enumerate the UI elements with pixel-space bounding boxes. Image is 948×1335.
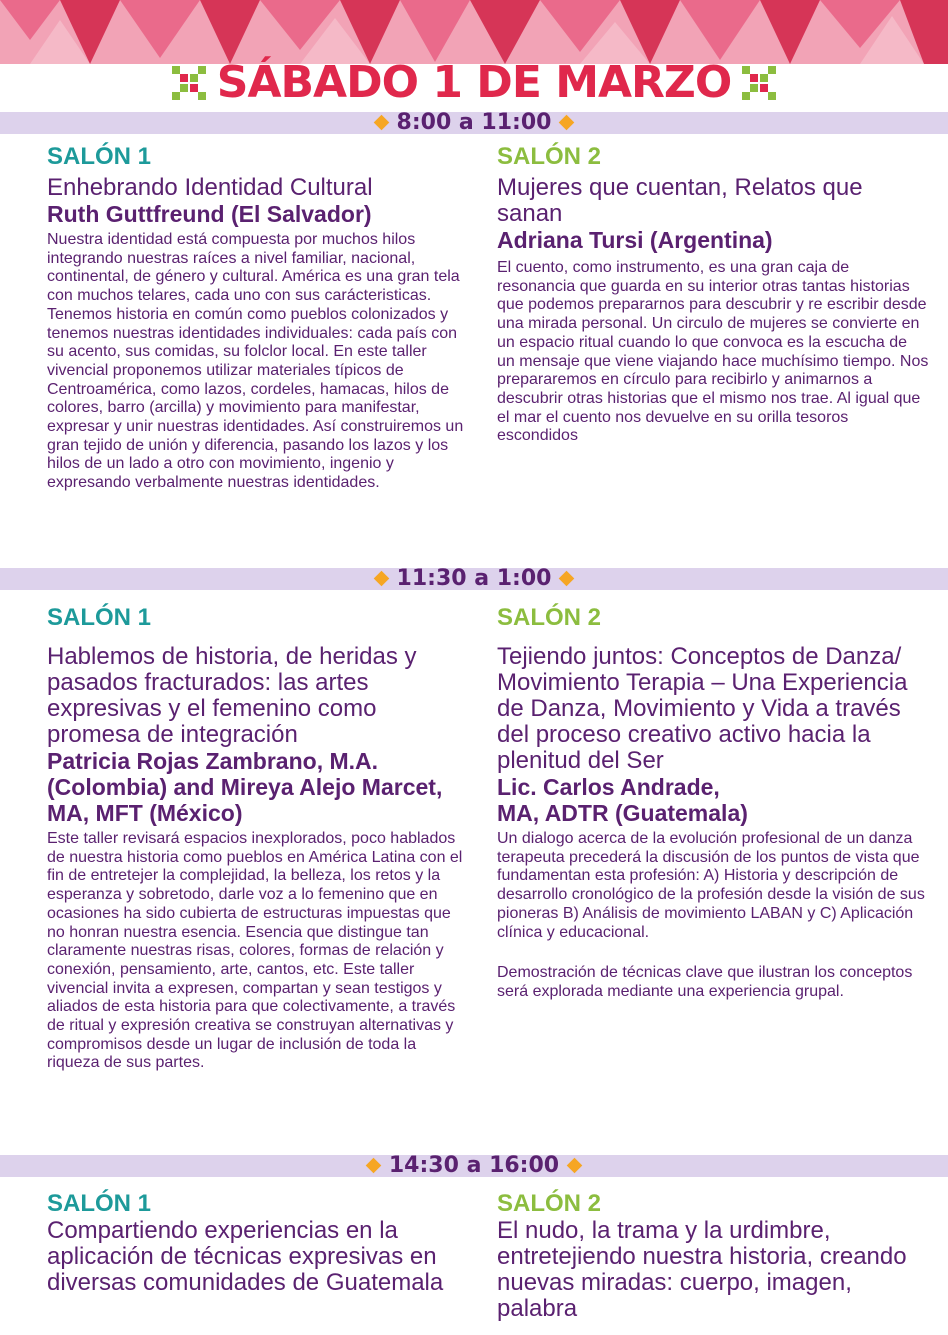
talk-title: Hablemos de historia, de heridas y pasados fracturados: las artes expresivas y el femenino como promesa de integración: [47, 643, 417, 748]
diamond-icon: [559, 571, 575, 587]
cross-stitch-ornament-left-icon: [170, 64, 208, 102]
talk-description: El cuento, como instrumento, es una gran caja de resonancia que guarda en su interior otras tantas historias que podemos prepararnos para descubrir y re escribir desde una mirada personal. Un circulo de mujeres se convierte en un espacio ritual cuando lo que convoca es la escucha de un mensaje que viene viajando hace muchísimo tiempo. Nos prepararemos en círculo para recibirlo y animarnos a descubrir otras historias que el mismo nos trae. Al igual que el mar el cuento nos devuelve en su orilla tesoros escondidos: [497, 259, 929, 445]
talk-description: Este taller revisará espacios inexplorados, poco hablados de nuestra historia como pueblos en América Latina con el fin de entretejer la complejidad, la belleza, los retos y la esperanza y sobretodo, darle voz a lo femenino que en ocasiones ha sido cubierta de estructuras impuestas que no honran nuestra esencia. Esencia que distingue tan claramente nuestras risas, colores, formas de relación y conexión, pensamiento, arte, cantos, etc. Este taller vivencial invita a expresen, compartan y sean testigos y aliados de esta historia para que colectivamente, a través de ritual y expresión creativa se construyan alternativas y compromisos desde un lugar de inclusión de toda la riqueza de sus partes.: [47, 830, 463, 1072]
diamond-icon: [559, 115, 575, 131]
session-time: 11:30 a 1:00: [396, 566, 552, 591]
talk-title: El nudo, la trama y la urdimbre, entretejiendo nuestra historia, creando nuevas miradas: cuerpo, imagen, palabra: [497, 1217, 907, 1322]
talk-title: Mujeres que cuentan, Relatos que sanan: [497, 174, 863, 227]
session-time: 8:00 a 11:00: [396, 110, 552, 135]
title-row: [0, 56, 948, 110]
speaker-name: Patricia Rojas Zambrano, M.A. (Colombia) and Mireya Alejo Marcet, MA, MFT (México): [47, 748, 443, 826]
talk-title: Compartiendo experiencias en la aplicación de técnicas expresivas en diversas comunidades de Guatemala: [47, 1217, 444, 1296]
talk-title: Tejiendo juntos: Conceptos de Danza/ Movimiento Terapia – Una Experiencia de Danza, Movimiento y Vida a través del proceso creativo activo hacia la plenitud del Ser: [497, 643, 908, 774]
diamond-icon: [567, 1158, 583, 1174]
time-bar-session-2: [0, 568, 948, 590]
speaker-name: Adriana Tursi (Argentina): [497, 227, 773, 253]
speaker-name-line-2: MA, ADTR (Guatemala): [497, 800, 748, 826]
session-time: 14:30 a 16:00: [388, 1153, 560, 1178]
session-1-salon-2: [497, 143, 929, 446]
session-3-salon-1: [47, 1190, 472, 1296]
session-1-salon-1: [47, 143, 472, 493]
session-3-salon-2: [497, 1190, 929, 1322]
diamond-icon: [373, 115, 389, 131]
page-title: SÁBADO 1 DE MARZO: [216, 57, 732, 108]
talk-description: Nuestra identidad está compuesta por muchos hilos integrando nuestras raíces a nivel familiar, nacional, continental, de género y cultural. América es una gran tela con muchos telares, cada uno con sus carácteristicas. Tenemos historia en común como pueblos colonizados y tenemos nuestras identidades individuales: cada país con su acento, sus comidas, su folclor local. En este taller vivencial proponemos utilizar materiales típicos de Centroamérica, como lazos, cordeles, hamacas, hilos de colores, barro (arcilla) y movimiento para manifestar, expresar y unir nuestras identidades. Así construiremos un gran tejido de unión y diferencia, pasando los lazos y los hilos de un lado a otro con movimiento, ingenio y expresando verbalmente nuestras identidades.: [47, 231, 464, 492]
session-2-salon-1: [47, 604, 472, 1073]
speaker-name-line-1: Lic. Carlos Andrade,: [497, 774, 720, 800]
time-bar-session-1: [0, 112, 948, 134]
salon-label: SALÓN 1: [47, 1190, 152, 1217]
salon-label: SALÓN 2: [497, 604, 602, 631]
salon-label: SALÓN 1: [47, 143, 152, 170]
salon-label: SALÓN 2: [497, 1190, 602, 1217]
time-bar-session-3: [0, 1155, 948, 1177]
talk-description: Un dialogo acerca de la evolución profesional de un danza terapeuta precederá la discusión de los puntos de vista que fundamentan esta profesión: A) Historia y descripción de desarrollo cronológico de la profesión desde la visión de sus pioneras B) Análisis de movimiento LABAN y C) Aplicación clínica y educacional.: [497, 830, 925, 941]
diamond-icon: [366, 1158, 382, 1174]
session-2-salon-2: [497, 604, 929, 1002]
talk-description-2: Demostración de técnicas clave que ilustran los conceptos será explorada mediante una experiencia grupal.: [497, 964, 913, 1000]
salon-label: SALÓN 2: [497, 143, 602, 170]
salon-label: SALÓN 1: [47, 604, 152, 631]
cross-stitch-ornament-right-icon: [740, 64, 778, 102]
speaker-name: Ruth Guttfreund (El Salvador): [47, 201, 372, 227]
diamond-icon: [373, 571, 389, 587]
talk-title: Enhebrando Identidad Cultural: [47, 174, 373, 201]
decorative-triangle-banner: [0, 0, 948, 64]
